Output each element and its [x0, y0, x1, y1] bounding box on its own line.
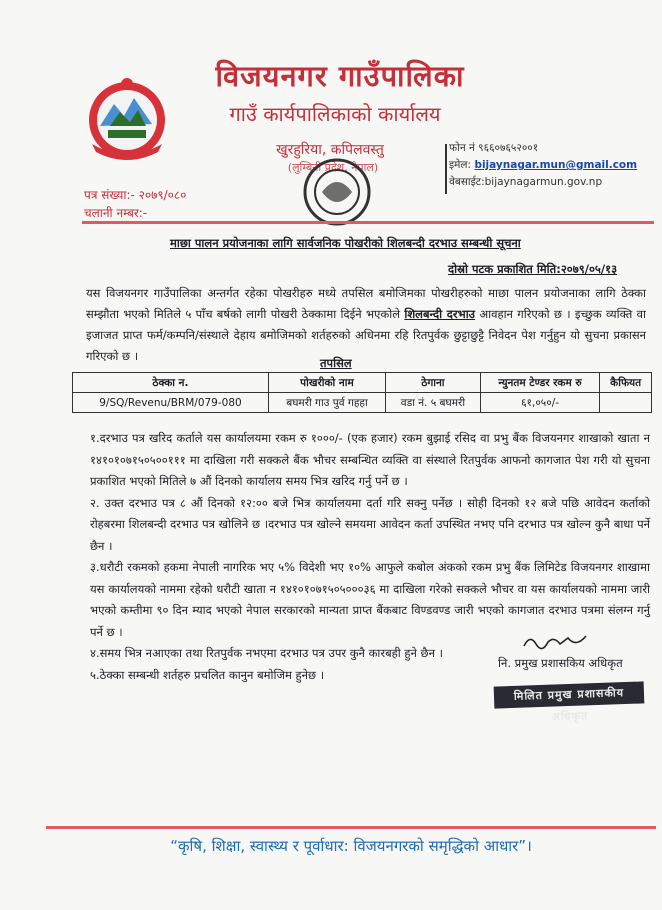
- col-min-amount: न्युनतम टेण्डर रकम रु: [480, 373, 599, 393]
- signatory-stamp: मिलित प्रमुख प्रशासकीय अधिकृत: [494, 681, 645, 708]
- website-label: वेबसाईट:: [449, 176, 485, 188]
- cell-address: वडा नं. ५ बघमरी: [385, 393, 480, 413]
- reference-number: पत्र संख्या:- २०७९/०८०: [84, 188, 187, 202]
- pond-table: [72, 372, 652, 413]
- paragraph-part-a: यस विजयनगर गाउँपालिका अन्तर्गत रहेका पोखरीहरु मध्ये तपसिल बमोजिमका पोखरीहरुको माछा पालन प्रयोजनाका लागि ठेक्का सम्झौता भएको मितिले ५ पाँच बर्षको लागी पोखरी ठेक्कामा दिईने भएकोले: [86, 286, 646, 321]
- website-row: [449, 174, 637, 191]
- signature-scrawl: [520, 630, 590, 652]
- term-item: ५.ठेक्का सम्बन्धी शर्तहरु प्रचलित कानुन बमोजिम हुनेछ ।: [90, 667, 325, 682]
- cell-remarks: [600, 393, 652, 413]
- office-subtitle: गाउँ कार्यपालिकाको कार्यालय: [229, 102, 441, 126]
- municipality-title: विजयनगर गाउँपालिका: [215, 59, 465, 93]
- footer-divider: [46, 826, 656, 829]
- cell-min-amount: ६१,०५०/-: [480, 393, 599, 413]
- term-item: ३.धरौटी रकमको हकमा नेपाली नागरिक भए ५% विदेशी भए १०% आफुले कबोल अंकको रकम प्रभु बैंक लिमिटेड विजयनगर शाखामा यस कार्यालयको नाममा रहेको धरौटी खाता न १४१०१०७१५०५०००३६ मा दाखिला गरेको सक्कले भौचर वा यस कार्यालयको नाममा जारी भएको कम्तीमा ९० दिन म्याद भएको नेपाल सरकारको मान्यता प्राप्त बैंकबाट विण्डवण्ड जारी भएको कागजात दरभाउ पत्रमा संलग्न गर्नु पर्ने छ ।: [90, 560, 650, 639]
- phone-number: फोन नं ९६६०७६५२००१: [449, 142, 539, 154]
- reference-block: [84, 186, 186, 222]
- term-item: २. उक्त दरभाउ पत्र ८ औं दिनको १२:०० बजे भित्र कार्यालयमा दर्ता गरि सक्नु पर्नेछ । सोही दिनको १२ बजे पछि आवेदन कर्ताको रोहबरमा शिलबन्दी दरभाउ पत्र खोलिने छ ।दरभाउ पत्र खोल्ने समयमा आवेदन कर्ता उपस्थित नभए पनि दरभाउ पत्र खोल्न कुनै बाधा पर्ने छैन ।: [90, 495, 650, 553]
- cell-contract-no: 9/SQ/Revenu/BRM/079-080: [73, 393, 269, 413]
- cell-pond-name: बघमरी गाउ पुर्व गहहा: [268, 393, 385, 413]
- office-address-sub: (लुम्बिनी प्रदेश, नेपाल): [287, 161, 379, 174]
- schedule-heading: तपसिल: [320, 356, 352, 370]
- notice-subject: माछा पालन प्रयोजनाका लागि सार्वजनिक पोखरीको शिलबन्दी दरभाउ सम्बन्धी सूचना: [170, 236, 521, 250]
- published-date: दोस्रो पटक प्रकाशित मिति:२०७९/०५/१३: [448, 262, 618, 276]
- table-header-row: [73, 373, 652, 393]
- office-seal-stamp: [292, 152, 382, 232]
- email-label: इमेल:: [449, 159, 472, 171]
- signatory-title: नि. प्रमुख प्रशासकिय अधिकृत: [498, 656, 623, 670]
- contact-divider: [445, 144, 447, 194]
- office-address: खुरहुरिया, कपिलवस्तु: [276, 142, 384, 158]
- notice-paragraph: [86, 283, 646, 367]
- paragraph-sealed-bid: शिलबन्दी दरभाउ: [404, 307, 475, 321]
- contact-block: [449, 140, 637, 191]
- col-pond-name: पोखरीको नाम: [268, 373, 385, 393]
- email-link[interactable]: bijaynagar.mun@gmail.com: [474, 159, 638, 171]
- header-divider: [82, 221, 654, 224]
- table-row: [73, 393, 652, 413]
- website-link[interactable]: bijaynagarmun.gov.np: [484, 176, 603, 188]
- term-item: १.दरभाउ पत्र खरिद कर्ताले यस कार्यालयमा रकम रु १०००/- (एक हजार) रकम बुझाई रसिद वा प्रभु बैंक विजयनगर शाखाको खाता न १४१०१०७१५०५००१११ मा दाखिला गरी सक्कले बैंक भौचर सम्बन्धित व्यक्ति वा संस्थाले रितपुर्वक आफनो कागजात पेश गरी यो सुचना प्रकाशित भएको मितिले ७ औं दिनको कार्यालय समय भित्र खरिद गर्नु पर्ने छ ।: [90, 431, 650, 488]
- col-remarks: कैफियत: [600, 373, 652, 393]
- dispatch-number: चलानी नम्बर:-: [84, 206, 148, 220]
- footer-slogan: “कृषि, शिक्षा, स्वास्थ्य र पूर्वाधार: विजयनगरको समृद्धिको आधार”।: [170, 837, 532, 855]
- term-item: ४.समय भित्र नआएका तथा रितपुर्वक नभएमा दरभाउ पत्र उपर कुनै कारबही हुने छैन ।: [90, 646, 444, 660]
- col-address: ठेगाना: [385, 373, 480, 393]
- nepal-emblem-icon: [86, 74, 168, 160]
- col-contract-no: ठेक्का न.: [73, 373, 269, 393]
- email-row: [449, 157, 637, 174]
- paragraph-part-b: आवहान गरिएको छ । इच्छुक व्यक्ति वा इजाजत प्राप्त फर्म/कम्पनि/संस्थाले देहाय बमोजिमको शर्तहरुको अधिनमा रहि रितपुर्वक छुट्टाछुट्टै निवेदन पेश गर्नुहुन यो सुचना प्रकासन गरिएको छ ।: [86, 307, 647, 363]
